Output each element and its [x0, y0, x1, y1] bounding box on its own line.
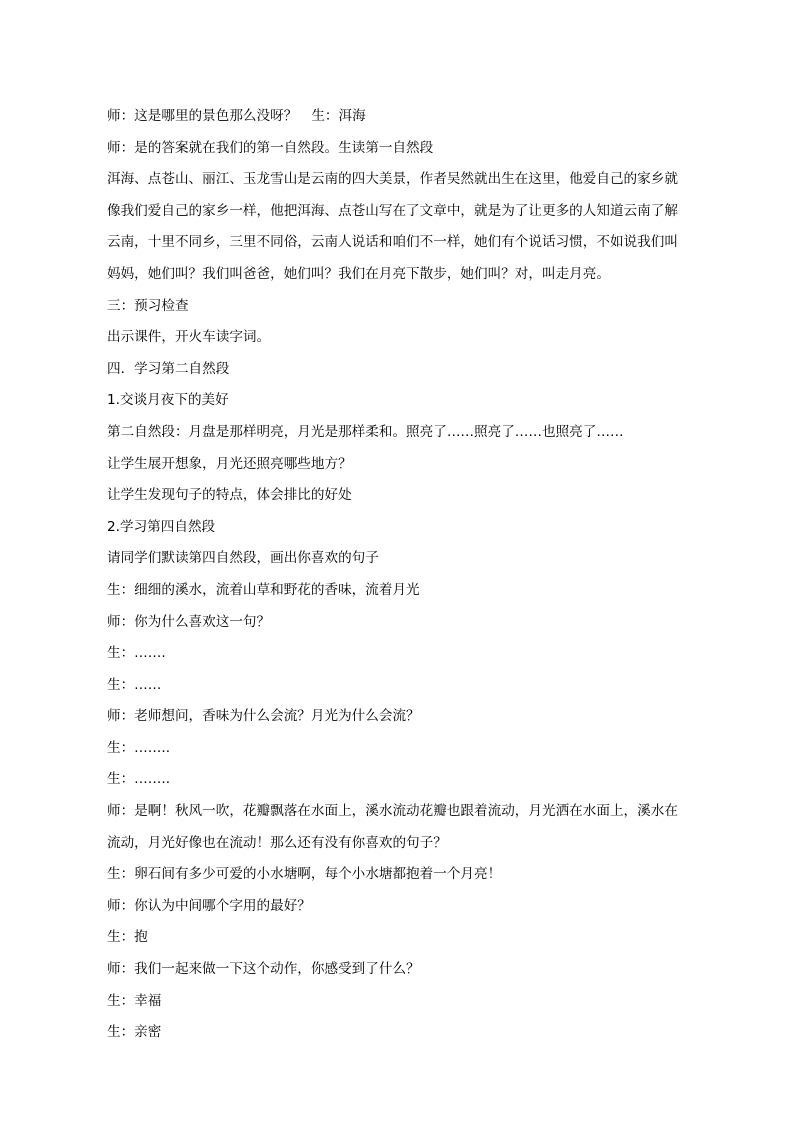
text-line-13: 让学生发现句子的特点，体会排比的好处 — [107, 487, 352, 504]
text-line-20: 师：老师想问，香味为什么会流？月光为什么会流？ — [107, 708, 420, 725]
text-line-17: 师：你为什么喜欢这一句？ — [107, 613, 271, 630]
text-line-2: 师：是的答案就在我们的第一自然段。生读第一自然段 — [107, 139, 434, 156]
text-line-23: 师：是啊！秋风一吹，花瓣飘落在水面上，溪水流动花瓣也跟着流动，月光洒在水面上，溪水在 — [107, 803, 678, 820]
text-line-27: 生：抱 — [107, 929, 148, 946]
section-heading-3: 三：预习检查 — [107, 297, 189, 314]
text-line-1 — [107, 101, 691, 133]
subheading-1: 1.交谈月夜下的美好 — [107, 392, 229, 409]
text-line-25: 生：卵石间有多少可爱的小水塘啊，每个小水塘都抱着一个月亮！ — [107, 866, 502, 883]
text-line-22: 生：…….. — [107, 771, 171, 788]
teacher-question: 师：这是哪里的景色那么没呀？ — [107, 108, 298, 124]
text-line-8: 出示课件，开火车读字词。 — [107, 329, 271, 346]
text-line-30: 生：亲密 — [107, 1024, 162, 1041]
text-line-4: 像我们爱自己的家乡一样，他把洱海、点苍山写在了文章中，就是为了让更多的人知道云南了解 — [107, 202, 678, 219]
text-line-15: 请同学们默读第四自然段，画出你喜欢的句子 — [107, 550, 379, 567]
text-line-24: 流动，月光好像也在流动！那么还有没有你喜欢的句子？ — [107, 834, 447, 851]
text-line-21: 生：…….. — [107, 739, 171, 756]
text-line-12: 让学生展开想象，月光还照亮哪些地方？ — [107, 455, 352, 472]
text-line-5: 云南，十里不同乡，三里不同俗，云南人说话和咱们不一样，她们有个说话习惯，不如说我们叫 — [107, 234, 678, 251]
text-line-26: 师：你认为中间哪个字用的最好？ — [107, 897, 311, 914]
text-line-29: 生：幸福 — [107, 992, 162, 1009]
text-line-3: 洱海、点苍山、丽江、玉龙雪山是云南的四大美景，作者吴然就出生在这里，他爱自己的家乡就 — [107, 171, 678, 188]
document-page — [107, 101, 691, 1049]
section-heading-4: 四．学习第二自然段 — [107, 360, 230, 377]
student-answer: 生：洱海 — [311, 108, 366, 124]
text-line-11: 第二自然段：月盘是那样明亮，月光是那样柔和。照亮了……照亮了……也照亮了…… — [107, 423, 624, 440]
text-line-6: 妈妈，她们叫？我们叫爸爸，她们叫？我们在月亮下散步，她们叫？对，叫走月亮。 — [107, 265, 610, 282]
subheading-2: 2.学习第四自然段 — [107, 518, 216, 535]
text-line-28: 师：我们一起来做一下这个动作，你感受到了什么？ — [107, 961, 420, 978]
text-line-16: 生：细细的溪水，流着山草和野花的香味，流着月光 — [107, 581, 420, 598]
text-line-18: 生：……. — [107, 645, 166, 662]
text-line-19: 生：…… — [107, 676, 162, 693]
